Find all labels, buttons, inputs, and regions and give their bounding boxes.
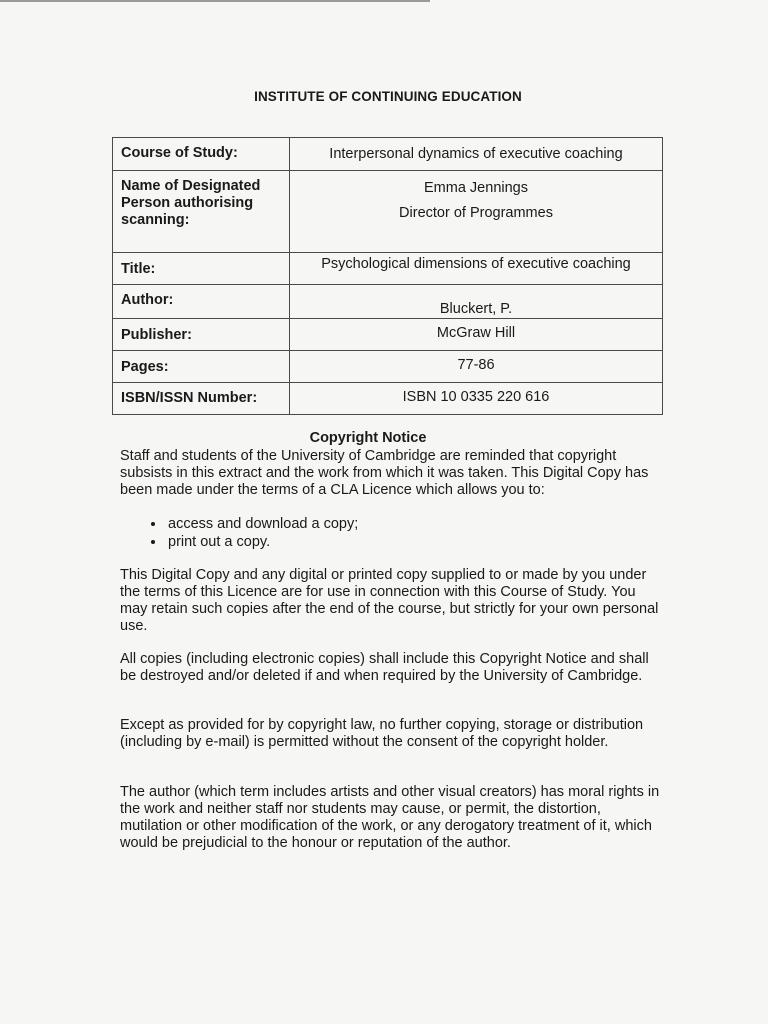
designated-person-role: Director of Programmes [399, 205, 553, 221]
list-item: • access and download a copy; [166, 515, 358, 533]
table-row-publisher [113, 319, 663, 351]
table-row-designated-person [113, 171, 663, 253]
table-row-pages [113, 351, 663, 383]
course-info-table [112, 137, 663, 415]
row-label-course: Course of Study: [113, 138, 290, 171]
notice-intro-paragraph: Staff and students of the University of Cambridge are reminded that copyright subsists in this extract and the work from which it was taken. This Digital Copy has been made under the terms of a CLA Licence which allows you to: [120, 448, 649, 498]
designated-person-name: Emma Jennings [424, 180, 528, 196]
row-label-designated-person: Name of Designated Person authorising scanning: [113, 171, 290, 253]
row-label-pages: Pages: [113, 351, 290, 383]
notice-paragraph-moral-rights: The author (which term includes artists and other visual creators) has moral rights in the work and neither staff nor students may cause, or permit, the distortion, mutilation or other modification of the work, or any derogatory treatment of it, which would be prejudicial to the honour or reputation of the author. [120, 784, 660, 851]
row-value-publisher: McGraw Hill [290, 319, 663, 351]
notice-paragraph-copies: All copies (including electronic copies) shall include this Copyright Notice and shall be destroyed and/or deleted if and when required by the University of Cambridge. [120, 651, 649, 684]
row-label-title: Title: [113, 253, 290, 285]
institute-heading: INSTITUTE OF CONTINUING EDUCATION [254, 89, 522, 104]
table-row-title [113, 253, 663, 285]
list-item: • print out a copy. [166, 533, 358, 551]
row-value-isbn: ISBN 10 0335 220 616 [290, 383, 663, 415]
row-value-pages: 77-86 [290, 351, 663, 383]
permission-bullet-list [120, 515, 358, 551]
table-row-course [113, 138, 663, 171]
notice-paragraph-usage: This Digital Copy and any digital or printed copy supplied to or made by you under the terms of this Licence are for use in connection with this Course of Study. You may retain such copies after the end of the course, but strictly for your own personal use. [120, 567, 659, 634]
table-row-isbn [113, 383, 663, 415]
copyright-notice-title: Copyright Notice [309, 430, 427, 446]
notice-paragraph-copying: Except as provided for by copyright law, no further copying, storage or distribution (including by e-mail) is permitted without the consent of the copyright holder. [120, 717, 644, 750]
row-value-designated-person [290, 171, 663, 253]
row-value-course: Interpersonal dynamics of executive coaching [290, 138, 663, 171]
row-label-isbn: ISBN/ISSN Number: [113, 383, 290, 415]
row-value-title: Psychological dimensions of executive coaching [290, 253, 663, 285]
table-row-author [113, 285, 663, 319]
row-value-author: Bluckert, P. [290, 285, 663, 319]
row-label-publisher: Publisher: [113, 319, 290, 351]
row-label-author: Author: [113, 285, 290, 319]
